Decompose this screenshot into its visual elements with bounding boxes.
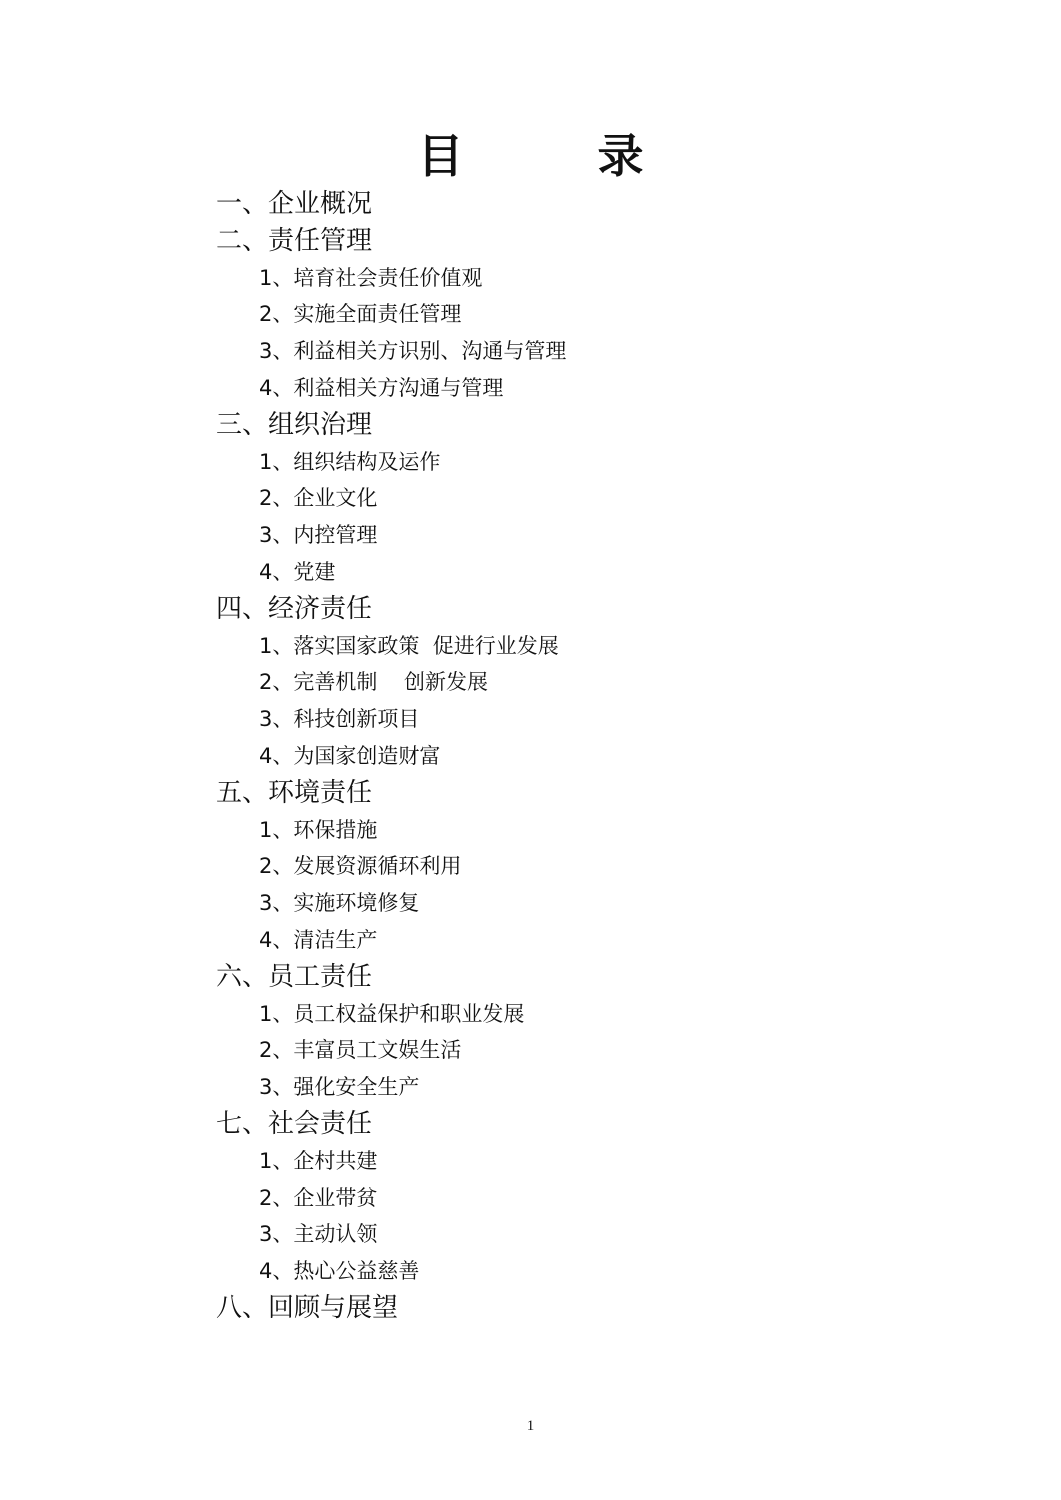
toc-subsection-item: 3、实施环境修复: [259, 891, 420, 916]
toc-subsection-item: 1、落实国家政策 促进行业发展: [259, 633, 559, 658]
toc-subsection-item: 2、丰富员工文娱生活: [259, 1038, 462, 1063]
toc-subsection-item: 1、环保措施: [259, 817, 378, 842]
toc-subsection-item: 4、为国家创造财富: [259, 743, 441, 768]
toc-subsection-item: 1、培育社会责任价值观: [259, 265, 483, 290]
toc-subsection-item: 2、完善机制 创新发展: [259, 670, 489, 695]
toc-section-heading: 八、回顾与展望: [216, 1292, 399, 1323]
toc-subsection-item: 2、实施全面责任管理: [259, 302, 462, 327]
toc-section-heading: 六、员工责任: [216, 961, 373, 992]
toc-subsection-item: 4、热心公益慈善: [259, 1259, 420, 1284]
toc-subsection-item: 2、发展资源循环利用: [259, 854, 462, 879]
toc-subsection-item: 4、利益相关方沟通与管理: [259, 375, 504, 400]
toc-subsection-item: 4、清洁生产: [259, 927, 378, 952]
toc-subsection-item: 3、科技创新项目: [259, 707, 420, 732]
toc-subsection-item: 3、主动认领: [259, 1222, 378, 1247]
toc-subsection-item: 3、内控管理: [259, 523, 378, 548]
page-number: 1: [526, 1418, 535, 1434]
toc-subsection-item: 1、企村共建: [259, 1148, 378, 1173]
toc-subsection-item: 3、利益相关方识别、沟通与管理: [259, 339, 567, 364]
toc-subsection-item: 2、企业文化: [259, 486, 378, 511]
toc-subsection-item: 2、企业带贫: [259, 1185, 378, 1210]
toc-subsection-item: 1、组织结构及运作: [259, 449, 441, 474]
table-of-contents: [0, 186, 1061, 1327]
toc-section-heading: 七、社会责任: [216, 1108, 373, 1139]
toc-subsection-item: 3、强化安全生产: [259, 1075, 420, 1100]
page-title: 目 录: [417, 129, 688, 183]
toc-section-heading: 四、经济责任: [216, 593, 373, 624]
toc-section-heading: 三、组织治理: [216, 409, 373, 440]
toc-section-heading: 五、环境责任: [216, 777, 373, 808]
toc-section-heading: 一、企业概况: [216, 189, 373, 219]
toc-subsection-item: 4、党建: [259, 559, 336, 584]
toc-subsection-item: 1、员工权益保护和职业发展: [259, 1001, 525, 1026]
toc-section-heading: 二、责任管理: [216, 225, 373, 256]
